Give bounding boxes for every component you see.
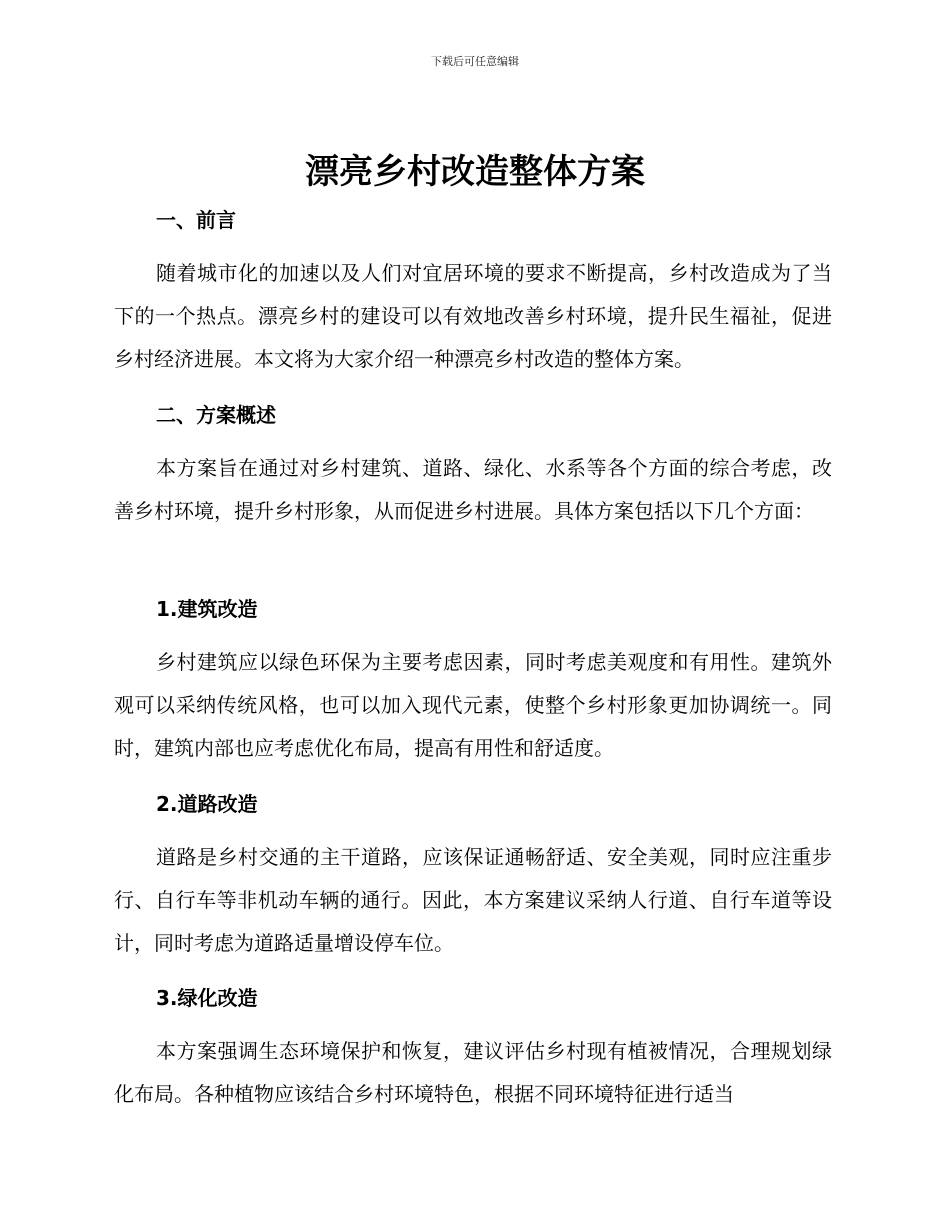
section-heading-overview: 二、方案概述 (156, 403, 276, 427)
document-title: 漂亮乡村改造整体方案 (305, 152, 645, 192)
section-paragraph-building: 乡村建筑应以绿色环保为主要考虑因素，同时考虑美观度和有用性。建筑外观可以采纳传统风格，也可以加入现代元素，使整个乡村形象更加协调统一。同时，建筑内部也应考虑优化布局，提高有用性和舒适度。 (114, 650, 832, 760)
section-heading-building: 1.建筑改造 (156, 597, 258, 621)
section-heading-greening: 3.绿化改造 (156, 986, 258, 1010)
section-paragraph-overview: 本方案旨在通过对乡村建筑、道路、绿化、水系等各个方面的综合考虑，改善乡村环境，提升乡村形象，从而促进乡村进展。具体方案包括以下几个方面： (114, 456, 832, 523)
section-paragraph-preface: 随着城市化的加速以及人们对宜居环境的要求不断提高，乡村改造成为了当下的一个热点。漂亮乡村的建设可以有效地改善乡村环境，提升民生福祉，促进乡村经济进展。本文将为大家介绍一种漂亮乡村改造的整体方案。 (114, 261, 832, 371)
section-paragraph-greening: 本方案强调生态环境保护和恢复，建议评估乡村现有植被情况，合理规划绿化布局。各种植物应该结合乡村环境特色，根据不同环境特征进行适当 (114, 1039, 832, 1106)
section-heading-preface: 一、前言 (156, 208, 236, 232)
section-heading-road: 2.道路改造 (156, 792, 258, 816)
page-header-note: 下载后可任意编辑 (431, 55, 519, 68)
section-paragraph-road: 道路是乡村交通的主干道路，应该保证通畅舒适、安全美观，同时应注重步行、自行车等非机动车辆的通行。因此，本方案建议采纳人行道、自行车道等设计，同时考虑为道路适量增设停车位。 (114, 845, 832, 955)
